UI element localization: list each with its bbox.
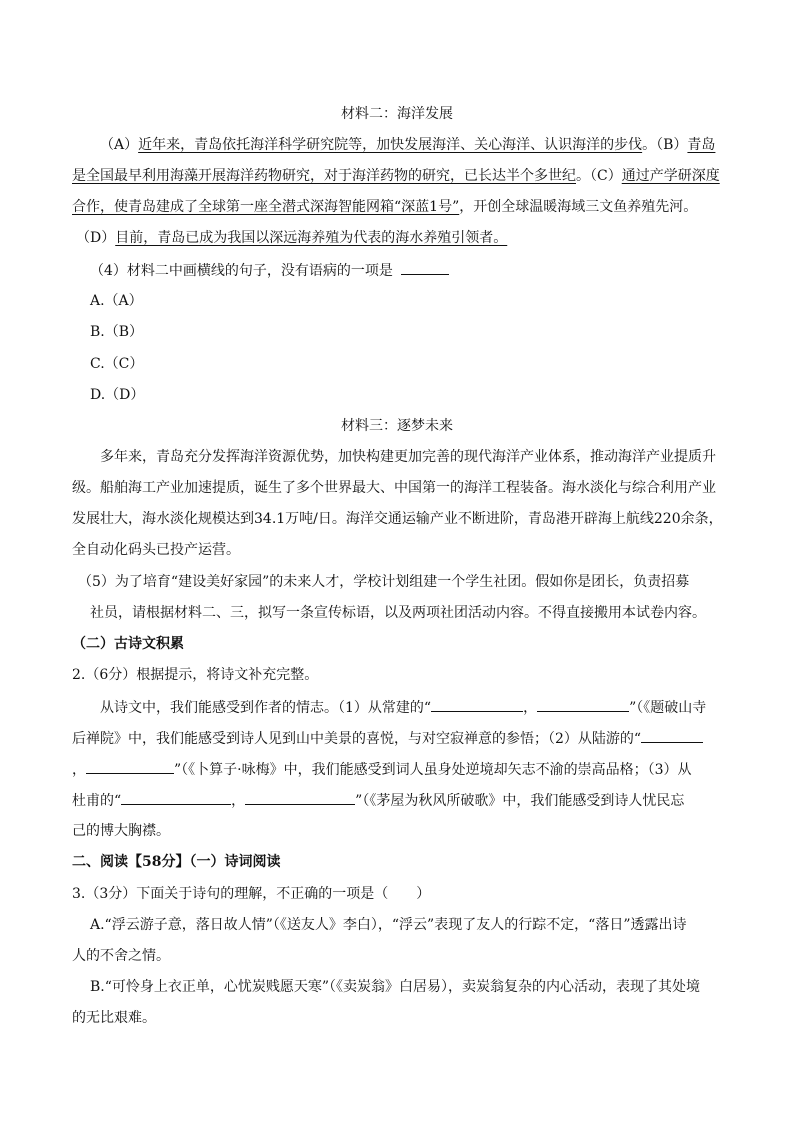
q4-stem: （4）材料二中画横线的句子，没有语病的一项是 [90, 263, 393, 279]
q2-l2-text: 后禅院》中，我们能感受到诗人见到山中美景的喜悦，与对空寂禅意的参悟；（2）从陆游的“ [72, 731, 642, 747]
section-reading-heading: 二、阅读【58分】（一）诗词阅读 [72, 854, 281, 870]
q5-line-1: （5）为了培育“建设美好家园”的未来人才，学校计划组建一个学生社团。假如你是团长，负责招募 [78, 574, 690, 590]
q2-blank-1[interactable] [431, 697, 523, 712]
material3-line-1: 多年来，青岛充分发挥海洋资源优势，加快构建更加完善的现代海洋产业体系，推动海洋产业提质升 [100, 449, 716, 465]
q2-l4-text-b: ， [231, 793, 246, 809]
q3-stem: 3.（3分）下面关于诗句的理解，不正确的一项是（ ） [72, 886, 431, 902]
q2-line-5: 己的博大胸襟。 [72, 823, 170, 839]
material3-title: 材料三：逐梦未来 [341, 418, 453, 434]
q2-l1-text-b: ， [523, 700, 538, 716]
q2-blank-4[interactable] [86, 759, 174, 774]
q2-l3-text-b: ”（《卜算子·咏梅》中，我们能感受到词人虽身处逆境却矢志不渝的崇高品格；（3）从 [174, 762, 692, 778]
q2-stem: 2.（6分）根据提示，将诗文补充完整。 [72, 667, 319, 683]
q2-blank-3[interactable] [641, 728, 703, 743]
material2-title: 材料二：海洋发展 [341, 106, 453, 122]
sentence-c-tail: ，开创全球温暖海域三文鱼养殖先河。 [459, 199, 698, 215]
material3-line-4: 全自动化码头已投产运营。 [72, 542, 240, 558]
q3-option-a-line-1[interactable]: A.“浮云游子意，落日故人情”（《送友人》李白），“浮云”表现了友人的行踪不定，“落日”透露出诗 [90, 917, 687, 933]
material2-line-2 [72, 166, 720, 186]
q2-line-4 [72, 790, 684, 811]
material2-line-3 [72, 197, 697, 217]
material2-line-4 [76, 228, 507, 248]
q3-option-a-line-2: 人的不舍之情。 [72, 948, 170, 964]
q4-option-d[interactable]: D.（D） [90, 387, 145, 403]
q2-l1-text-c: ”（《题破山寺 [629, 700, 707, 716]
sentence-c-start: 通过产学研深度 [621, 168, 720, 184]
sentence-b-tag: 。（B） [642, 137, 688, 153]
material2-line-1 [100, 135, 715, 155]
q2-blank-2[interactable] [537, 697, 629, 712]
q2-line-2 [72, 728, 703, 749]
section-classical-heading: （二）古诗文积累 [72, 636, 184, 652]
q4-option-a[interactable]: A.（A） [90, 293, 143, 309]
q2-l4-text-a: 杜甫的“ [72, 793, 122, 809]
sentence-c: 合作，使青岛建成了全球第一座全潜式深海智能网箱“深蓝1号” [72, 199, 460, 215]
q4-option-b[interactable]: B.（B） [90, 324, 144, 340]
q3-option-b-line-2: 的无比艰难。 [72, 1010, 156, 1026]
sentence-b-start: 青岛 [687, 137, 716, 153]
sentence-a: 近年来，青岛依托海洋科学研究院等，加快发展海洋、关心海洋、认识海洋的步伐 [138, 137, 643, 153]
sentence-b: 是全国最早利用海藻开展海洋药物研究，对于海洋药物的研究，已长达半个多世纪 [72, 168, 576, 184]
q2-l3-text-a: ， [72, 762, 86, 778]
q2-line-3 [72, 759, 692, 780]
sentence-d: 目前，青岛已成为我国以深远海养殖为代表的海水养殖引领者。 [115, 230, 508, 246]
q2-line-1 [100, 697, 706, 718]
sentence-d-tag: （D） [76, 230, 116, 246]
q5-line-2: 社员，请根据材料二、三，拟写一条宣传标语，以及两项社团活动内容。不得直接搬用本试卷内容。 [90, 605, 706, 621]
sentence-c-tag: 。（C） [576, 168, 622, 184]
q2-blank-6[interactable] [245, 790, 355, 805]
q3-option-b-line-1[interactable]: B.“可怜身上衣正单，心忧炭贱愿天寒”（《卖炭翁》白居易），卖炭翁复杂的内心活动，表现了其处境 [90, 979, 701, 995]
q4-option-c[interactable]: C.（C） [90, 356, 144, 372]
q2-blank-5[interactable] [121, 790, 231, 805]
q2-l4-text-c: ”（《茅屋为秋风所破歌》中，我们能感受到诗人忧民忘 [355, 793, 685, 809]
material3-line-3: 发展壮大，海水淡化规模达到34.1万吨/日。海洋交通运输产业不断进阶，青岛港开辟海上航线220余条， [72, 511, 723, 527]
sentence-a-tag: （A） [100, 137, 139, 153]
material3-line-2: 级。船舶海工产业加速提质，诞生了多个世界最大、中国第一的海洋工程装备。海水淡化与综合利用产业 [72, 480, 716, 496]
q2-l1-text-a: 从诗文中，我们能感受到作者的情志。（1）从常建的“ [100, 700, 432, 716]
q4-answer-blank[interactable] [401, 260, 449, 275]
q4-stem-line [90, 260, 449, 281]
